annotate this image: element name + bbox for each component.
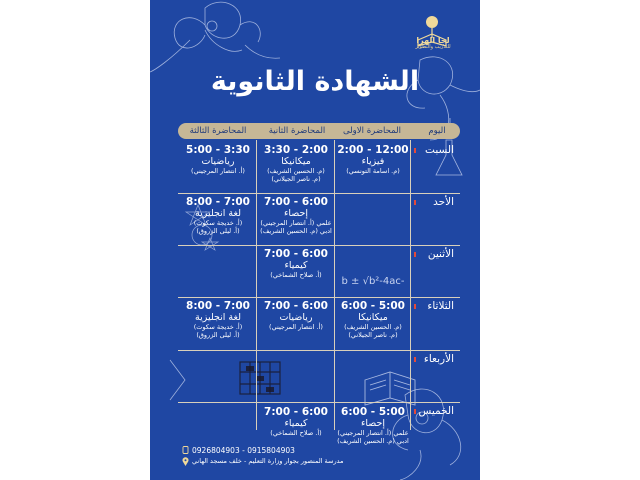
- day-saturday: السبت: [425, 144, 454, 156]
- lecture-time: 2:00 - 3:30: [264, 144, 328, 156]
- column-divider: [256, 140, 257, 430]
- day-sunday: الأحد: [433, 196, 454, 208]
- row-divider: [178, 402, 460, 403]
- lecture-subject: إحصاء: [360, 418, 386, 429]
- contact-phones: 0926804903 - 0915804903: [192, 446, 295, 455]
- lecture-teacher: (م. الحسين الشريف): [267, 167, 325, 175]
- lecture-cell: [258, 248, 334, 279]
- lecture-cell: [336, 300, 410, 339]
- lecture-teacher: (م. ناصر الجيلاني): [271, 175, 321, 183]
- day-marker: [414, 252, 416, 257]
- lecture-teacher: (أ. صلاح الشماخي): [270, 429, 322, 437]
- day-tuesday: الثلاثاء: [427, 300, 454, 312]
- phone-icon: [182, 446, 189, 454]
- day-marker: [414, 409, 416, 414]
- day-monday: الأثنين: [427, 248, 454, 260]
- day-wednesday: الأربعاء: [423, 353, 454, 365]
- lecture-teacher: (أ. خديجة سكوت): [193, 323, 243, 331]
- lecture-cell: [258, 300, 334, 331]
- lecture-subject: رياضيات: [279, 312, 313, 323]
- column-divider: [410, 140, 411, 430]
- quadratic-formula: -b ± √b²-4ac: [341, 276, 405, 287]
- contact-address: مدرسة المنصور بجوار وزارة التعليم - خلف مسجد الهاني: [192, 457, 344, 465]
- lecture-teacher: (أ. خديجة سكوت): [193, 219, 243, 227]
- day-thursday: الخميس: [418, 405, 454, 417]
- lecture-teacher: (أ. انتصار المرجيني): [269, 323, 323, 331]
- logo-title: لجا الهرا: [416, 36, 450, 45]
- lecture-cell: [180, 196, 256, 235]
- lecture-teacher: (أ. ليلى الزروق): [196, 331, 240, 339]
- lecture-teacher: ادبي (م. الحسين الشريف): [337, 437, 409, 445]
- day-marker: [414, 304, 416, 309]
- lecture-cell: [180, 144, 256, 175]
- lecture-cell: [336, 144, 410, 175]
- day-marker: [414, 200, 416, 205]
- day-marker: [414, 148, 416, 153]
- page-title: الشهادة الثانوية: [210, 66, 420, 97]
- lecture-subject: لغة انجليزية: [195, 312, 241, 323]
- row-divider: [178, 245, 460, 246]
- lecture-subject: كيمياء: [284, 418, 308, 429]
- lecture-time: 6:00 - 7:00: [264, 406, 328, 418]
- lecture-subject: ميكانيكا: [281, 156, 311, 167]
- header-second: المحاضرة الثانية: [268, 126, 326, 136]
- lecture-time: 6:00 - 7:00: [264, 300, 328, 312]
- lecture-teacher: علمي (أ. انتصار المرجيني): [260, 219, 332, 227]
- logo-subtitle: للتدريب والتطوير: [415, 44, 451, 50]
- lecture-time: 5:00 - 6:00: [341, 406, 405, 418]
- lecture-cell: [258, 406, 334, 437]
- lecture-teacher: ادبي (م. الحسين الشريف): [260, 227, 332, 235]
- lecture-cell: [336, 406, 410, 445]
- row-divider: [178, 350, 460, 351]
- lecture-subject: كيمياء: [284, 260, 308, 271]
- lecture-time: 12:00 - 2:00: [337, 144, 409, 156]
- column-divider: [334, 140, 335, 430]
- lecture-cell: [180, 300, 256, 339]
- lecture-subject: لغة انجليزية: [195, 208, 241, 219]
- lecture-teacher: (أ. انتصار المرجيني): [191, 167, 245, 175]
- lecture-time: 7:00 - 8:00: [186, 196, 250, 208]
- lecture-subject: فيزياء: [361, 156, 385, 167]
- lecture-time: 5:00 - 6:00: [341, 300, 405, 312]
- lecture-teacher: (م. اسامة التونسي): [346, 167, 400, 175]
- lecture-time: 6:00 - 7:00: [264, 248, 328, 260]
- lecture-subject: ميكانيكا: [358, 312, 388, 323]
- lecture-teacher: علمي (أ. انتصار المرجيني): [337, 429, 409, 437]
- lecture-time: 6:00 - 7:00: [264, 196, 328, 208]
- header-day: اليوم: [428, 126, 446, 136]
- lecture-teacher: (أ. ليلى الزروق): [196, 227, 240, 235]
- header-third: المحاضرة الثالثة: [189, 126, 247, 136]
- schedule-poster: [150, 0, 480, 480]
- lecture-cell: [258, 196, 334, 235]
- lecture-teacher: (م. ناصر الجيلاني): [348, 331, 398, 339]
- location-pin-icon: [182, 457, 189, 466]
- row-divider: [178, 297, 460, 298]
- lecture-teacher: (م. الحسين الشريف): [344, 323, 402, 331]
- lecture-time: 3:30 - 5:00: [186, 144, 250, 156]
- lecture-subject: إحصاء: [283, 208, 309, 219]
- lecture-time: 7:00 - 8:00: [186, 300, 250, 312]
- row-divider: [178, 193, 460, 194]
- header-first: المحاضرة الاولى: [343, 126, 401, 136]
- lecture-subject: رياضيات: [201, 156, 235, 167]
- day-marker: [414, 357, 416, 362]
- lecture-teacher: (أ. صلاح الشماخي): [270, 271, 322, 279]
- lecture-cell: [258, 144, 334, 183]
